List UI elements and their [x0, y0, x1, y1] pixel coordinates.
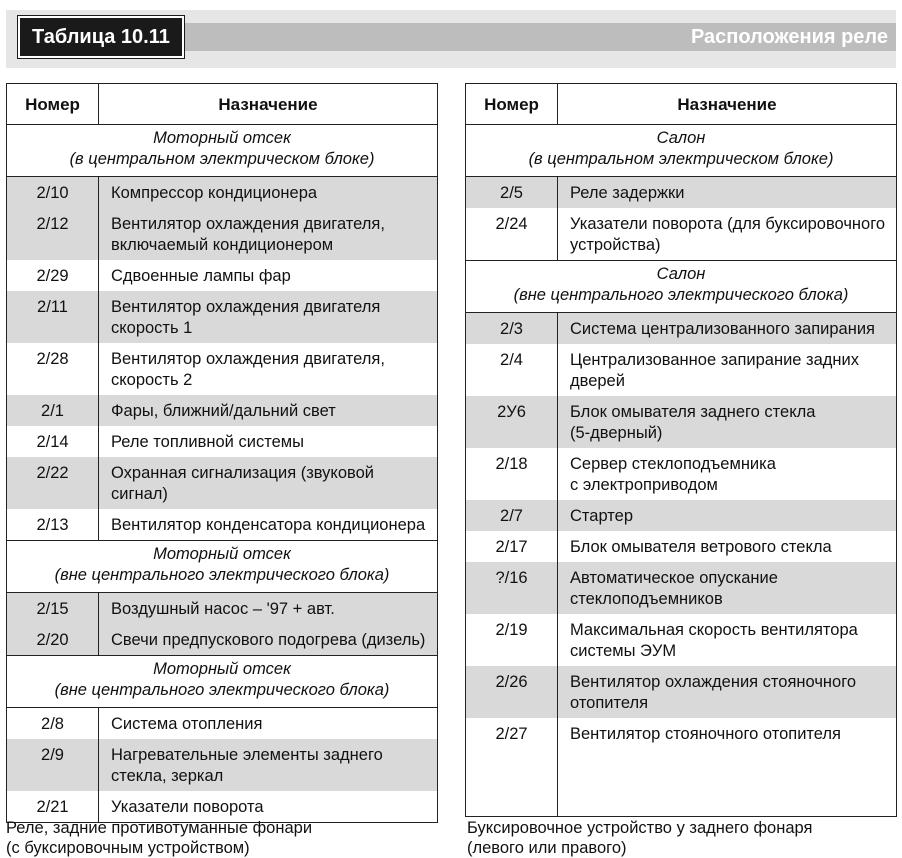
relay-purpose	[99, 177, 438, 209]
relay-purpose	[558, 531, 897, 562]
table-row	[466, 562, 897, 614]
table-row	[466, 718, 897, 817]
section-header-row	[7, 125, 438, 177]
relay-number: 2/11	[7, 291, 99, 343]
relay-purpose	[99, 457, 438, 509]
relay-purpose	[558, 562, 897, 614]
relay-number: 2/1	[7, 395, 99, 426]
footnote-line: (с буксировочным устройством)	[6, 839, 250, 857]
table-row	[7, 343, 438, 395]
section-title: Салон	[656, 129, 706, 147]
purpose-line: скорость 2	[111, 371, 193, 389]
relay-number: 2/8	[7, 708, 99, 740]
footnote-line: Буксировочное устройство у заднего фонаря	[467, 819, 813, 837]
purpose-line: Вентилятор стояночного отопителя	[570, 725, 841, 743]
table-row	[7, 593, 438, 625]
purpose-line: устройства)	[570, 236, 661, 254]
relay-purpose	[99, 593, 438, 625]
purpose-line: Вентилятор охлаждения двигателя,	[111, 350, 385, 368]
table-row	[7, 177, 438, 209]
section-header-row	[7, 541, 438, 593]
relay-number: 2/28	[7, 343, 99, 395]
column-header-number: Номер	[466, 84, 558, 125]
relay-number: 2/15	[7, 593, 99, 625]
relay-purpose	[99, 260, 438, 291]
purpose-line: Реле задержки	[570, 184, 685, 202]
section-title: Моторный отсек	[153, 545, 291, 563]
table-title: Расположения реле	[690, 26, 888, 48]
section-title: Салон	[656, 265, 706, 283]
purpose-line: Блок омывателя заднего стекла	[570, 403, 816, 421]
relay-purpose	[99, 509, 438, 541]
section-subtitle: (в центральном электрическом блоке)	[69, 150, 375, 168]
relay-purpose	[99, 708, 438, 740]
relay-number: 2/29	[7, 260, 99, 291]
right-relay-table	[465, 83, 897, 817]
purpose-line: Блок омывателя ветрового стекла	[570, 538, 832, 556]
relay-number: 2/5	[466, 177, 558, 209]
relay-number: 2/9	[7, 739, 99, 791]
purpose-line: Воздушный насос – '97 + авт.	[111, 600, 335, 618]
section-header-row	[7, 656, 438, 708]
table-row	[7, 291, 438, 343]
relay-number: 2/18	[466, 448, 558, 500]
table-row	[466, 500, 897, 531]
relay-purpose	[558, 177, 897, 209]
table-label: Таблица 10.11	[18, 16, 184, 58]
relay-purpose	[99, 208, 438, 260]
relay-number: 2/13	[7, 509, 99, 541]
relay-number: 2/3	[466, 313, 558, 345]
purpose-line: скорость 1	[111, 319, 193, 337]
relay-number: ?/16	[466, 562, 558, 614]
table-row	[7, 624, 438, 656]
relay-number: 2/14	[7, 426, 99, 457]
relay-purpose	[558, 396, 897, 448]
relay-number: 2/7	[466, 500, 558, 531]
section-header	[466, 261, 897, 313]
table-row	[7, 260, 438, 291]
purpose-line: Нагревательные элементы заднего	[111, 746, 383, 764]
relay-number: 2/26	[466, 666, 558, 718]
purpose-line: Максимальная скорость вентилятора	[570, 621, 858, 639]
left-footnote	[6, 818, 312, 858]
footnote-line: Реле, задние противотуманные фонари	[6, 819, 313, 837]
section-subtitle: (вне центрального электрического блока)	[513, 286, 849, 304]
header-row	[7, 84, 438, 125]
relay-purpose	[99, 395, 438, 426]
relay-purpose	[558, 500, 897, 531]
purpose-line: Сервер стеклоподъемника	[570, 455, 776, 473]
relay-number: 2/19	[466, 614, 558, 666]
section-header	[7, 541, 438, 593]
purpose-line: Вентилятор охлаждения двигателя	[111, 298, 381, 316]
relay-number: 2/22	[7, 457, 99, 509]
table-row	[7, 739, 438, 791]
right-footnote	[467, 818, 812, 858]
table-row	[7, 509, 438, 541]
relay-purpose	[558, 448, 897, 500]
relay-purpose	[558, 666, 897, 718]
purpose-line: Централизованное запирание задних	[570, 351, 860, 369]
section-header	[7, 125, 438, 177]
purpose-line: с электроприводом	[570, 476, 718, 494]
purpose-line: Система отопления	[111, 715, 263, 733]
relay-number: 2/20	[7, 624, 99, 656]
header-row	[466, 84, 897, 125]
purpose-line: дверей	[570, 372, 625, 390]
table-row	[7, 395, 438, 426]
section-subtitle: (в центральном электрическом блоке)	[528, 150, 834, 168]
relay-purpose	[558, 313, 897, 345]
relay-purpose	[99, 739, 438, 791]
left-relay-table	[6, 83, 438, 823]
purpose-line: Автоматическое опускание	[570, 569, 778, 587]
purpose-line: Вентилятор охлаждения двигателя,	[111, 215, 385, 233]
relay-number: 2/4	[466, 344, 558, 396]
relay-number: 2/24	[466, 208, 558, 261]
column-header-purpose: Назначение	[99, 84, 438, 125]
purpose-line: включаемый кондиционером	[111, 236, 334, 254]
purpose-line: Охранная сигнализация (звуковой сигнал)	[111, 464, 374, 503]
section-subtitle: (вне центрального электрического блока)	[54, 566, 390, 584]
relay-purpose	[558, 208, 897, 261]
purpose-line: стекла, зеркал	[111, 767, 224, 785]
relay-purpose	[99, 624, 438, 656]
table-row	[466, 344, 897, 396]
table-row	[466, 208, 897, 261]
relay-purpose	[99, 291, 438, 343]
section-title: Моторный отсек	[153, 660, 291, 678]
relay-number: 2/10	[7, 177, 99, 209]
column-header-number: Номер	[7, 84, 99, 125]
table-row	[466, 531, 897, 562]
purpose-line: (5-дверный)	[570, 424, 663, 442]
table-row	[7, 208, 438, 260]
section-subtitle: (вне центрального электрического блока)	[54, 681, 390, 699]
table-row	[466, 177, 897, 209]
footnote-line: (левого или правого)	[467, 839, 627, 857]
column-header-purpose: Назначение	[558, 84, 897, 125]
relay-number: 2/27	[466, 718, 558, 817]
section-title: Моторный отсек	[153, 129, 291, 147]
table-row	[466, 614, 897, 666]
purpose-line: Фары, ближний/дальний свет	[111, 402, 336, 420]
table-row	[466, 396, 897, 448]
purpose-line: системы ЭУМ	[570, 642, 677, 660]
table-row	[466, 666, 897, 718]
relay-purpose	[99, 343, 438, 395]
section-header	[466, 125, 897, 177]
relay-number: 2/12	[7, 208, 99, 260]
section-header-row	[466, 125, 897, 177]
relay-purpose	[558, 344, 897, 396]
purpose-line: Указатели поворота (для буксировочного	[570, 215, 886, 233]
purpose-line: Вентилятор конденсатора кондиционера	[111, 516, 426, 534]
table-row	[7, 457, 438, 509]
relay-number: 2/17	[466, 531, 558, 562]
purpose-line: Сдвоенные лампы фар	[111, 267, 291, 285]
table-row	[466, 313, 897, 345]
purpose-line: Вентилятор охлаждения стояночного	[570, 673, 857, 691]
purpose-line: Система централизованного запирания	[570, 320, 875, 338]
section-header-row	[466, 261, 897, 313]
relay-number: 2/21	[7, 791, 99, 823]
purpose-line: стеклоподъемников	[570, 590, 723, 608]
relay-purpose	[558, 718, 897, 817]
purpose-line: Компрессор кондиционера	[111, 184, 318, 202]
purpose-line: Свечи предпускового подогрева (дизель)	[111, 631, 426, 649]
relay-purpose	[558, 614, 897, 666]
relay-purpose	[99, 426, 438, 457]
purpose-line: Стартер	[570, 507, 634, 525]
table-row	[7, 708, 438, 740]
section-header	[7, 656, 438, 708]
purpose-line: Реле топливной системы	[111, 433, 304, 451]
purpose-line: Указатели поворота	[111, 798, 264, 816]
table-row	[7, 426, 438, 457]
purpose-line: отопителя	[570, 694, 649, 712]
relay-number: 2У6	[466, 396, 558, 448]
table-row	[466, 448, 897, 500]
